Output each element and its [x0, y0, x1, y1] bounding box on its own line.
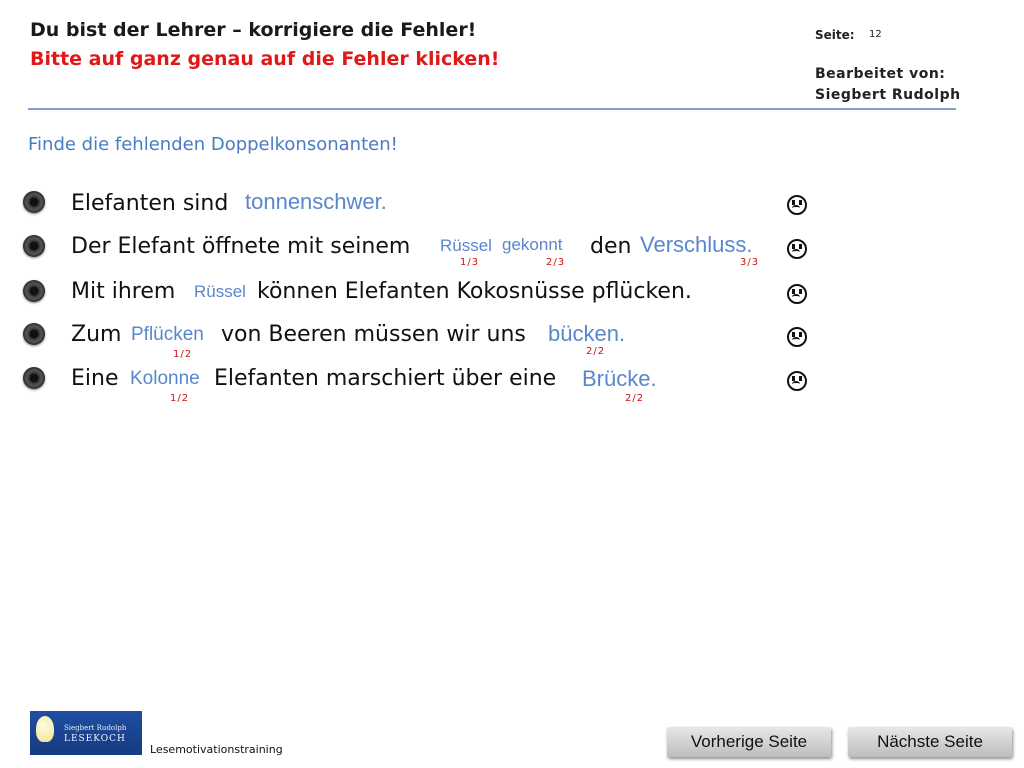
speaker-icon[interactable] [23, 235, 45, 257]
frown-face-icon [787, 239, 807, 259]
edited-by-label: Bearbeitet von: [815, 66, 946, 82]
instruction-text: Finde die fehlenden Doppelkonsonanten! [28, 134, 398, 155]
page-number: 12 [869, 29, 882, 40]
score-label: 1/3 [460, 257, 480, 268]
sentence-text: Eine [71, 366, 119, 391]
frown-face-icon [787, 327, 807, 347]
page-title: Du bist der Lehrer – korrigiere die Fehler! [30, 19, 477, 41]
score-label: 1/2 [173, 349, 193, 360]
answer-word[interactable]: Pflücken [131, 324, 204, 345]
header-divider [28, 108, 956, 110]
score-label: 2/2 [625, 393, 645, 404]
sentence-text: Mit ihrem [71, 279, 176, 304]
page-label: Seite: [815, 28, 855, 42]
sentence-text: Der Elefant öffnete mit seinem [71, 234, 411, 259]
next-page-button[interactable]: Nächste Seite [848, 727, 1012, 757]
answer-word[interactable]: Verschluss. [640, 232, 753, 257]
answer-word[interactable]: Brücke. [582, 366, 657, 391]
logo-author: Siegbert Rudolph [64, 724, 127, 732]
sentence-text: den [590, 234, 632, 259]
sentence-text: können Elefanten Kokosnüsse pflücken. [257, 279, 692, 304]
sentence-text: von Beeren müssen wir uns [221, 322, 526, 347]
answer-word[interactable]: Kolonne [130, 368, 200, 389]
lightbulb-icon [36, 716, 54, 742]
sentence-text: Elefanten marschiert über eine [214, 366, 557, 391]
lesekoch-logo [30, 711, 142, 755]
previous-page-button[interactable]: Vorherige Seite [667, 727, 831, 757]
editor-name: Siegbert Rudolph [815, 87, 961, 103]
score-label: 1/2 [170, 393, 190, 404]
score-label: 2/3 [546, 257, 566, 268]
sentence-text: Zum [71, 322, 122, 347]
answer-word[interactable]: gekonnt [502, 235, 563, 254]
task-subtitle: Bitte auf ganz genau auf die Fehler klicken! [30, 48, 500, 70]
score-label: 2/2 [586, 346, 606, 357]
frown-face-icon [787, 371, 807, 391]
logo-brand: LESEKOCH [64, 734, 126, 744]
frown-face-icon [787, 195, 807, 215]
sentence-text: Elefanten sind [71, 191, 229, 216]
answer-word[interactable]: Rüssel [194, 282, 246, 301]
answer-word[interactable]: tonnenschwer. [245, 189, 387, 214]
answer-word[interactable]: bücken. [548, 321, 626, 346]
footer-label: Lesemotivationstraining [150, 743, 283, 756]
speaker-icon[interactable] [23, 191, 45, 213]
speaker-icon[interactable] [23, 280, 45, 302]
score-label: 3/3 [740, 257, 760, 268]
speaker-icon[interactable] [23, 323, 45, 345]
speaker-icon[interactable] [23, 367, 45, 389]
frown-face-icon [787, 284, 807, 304]
answer-word[interactable]: Rüssel [440, 236, 492, 255]
